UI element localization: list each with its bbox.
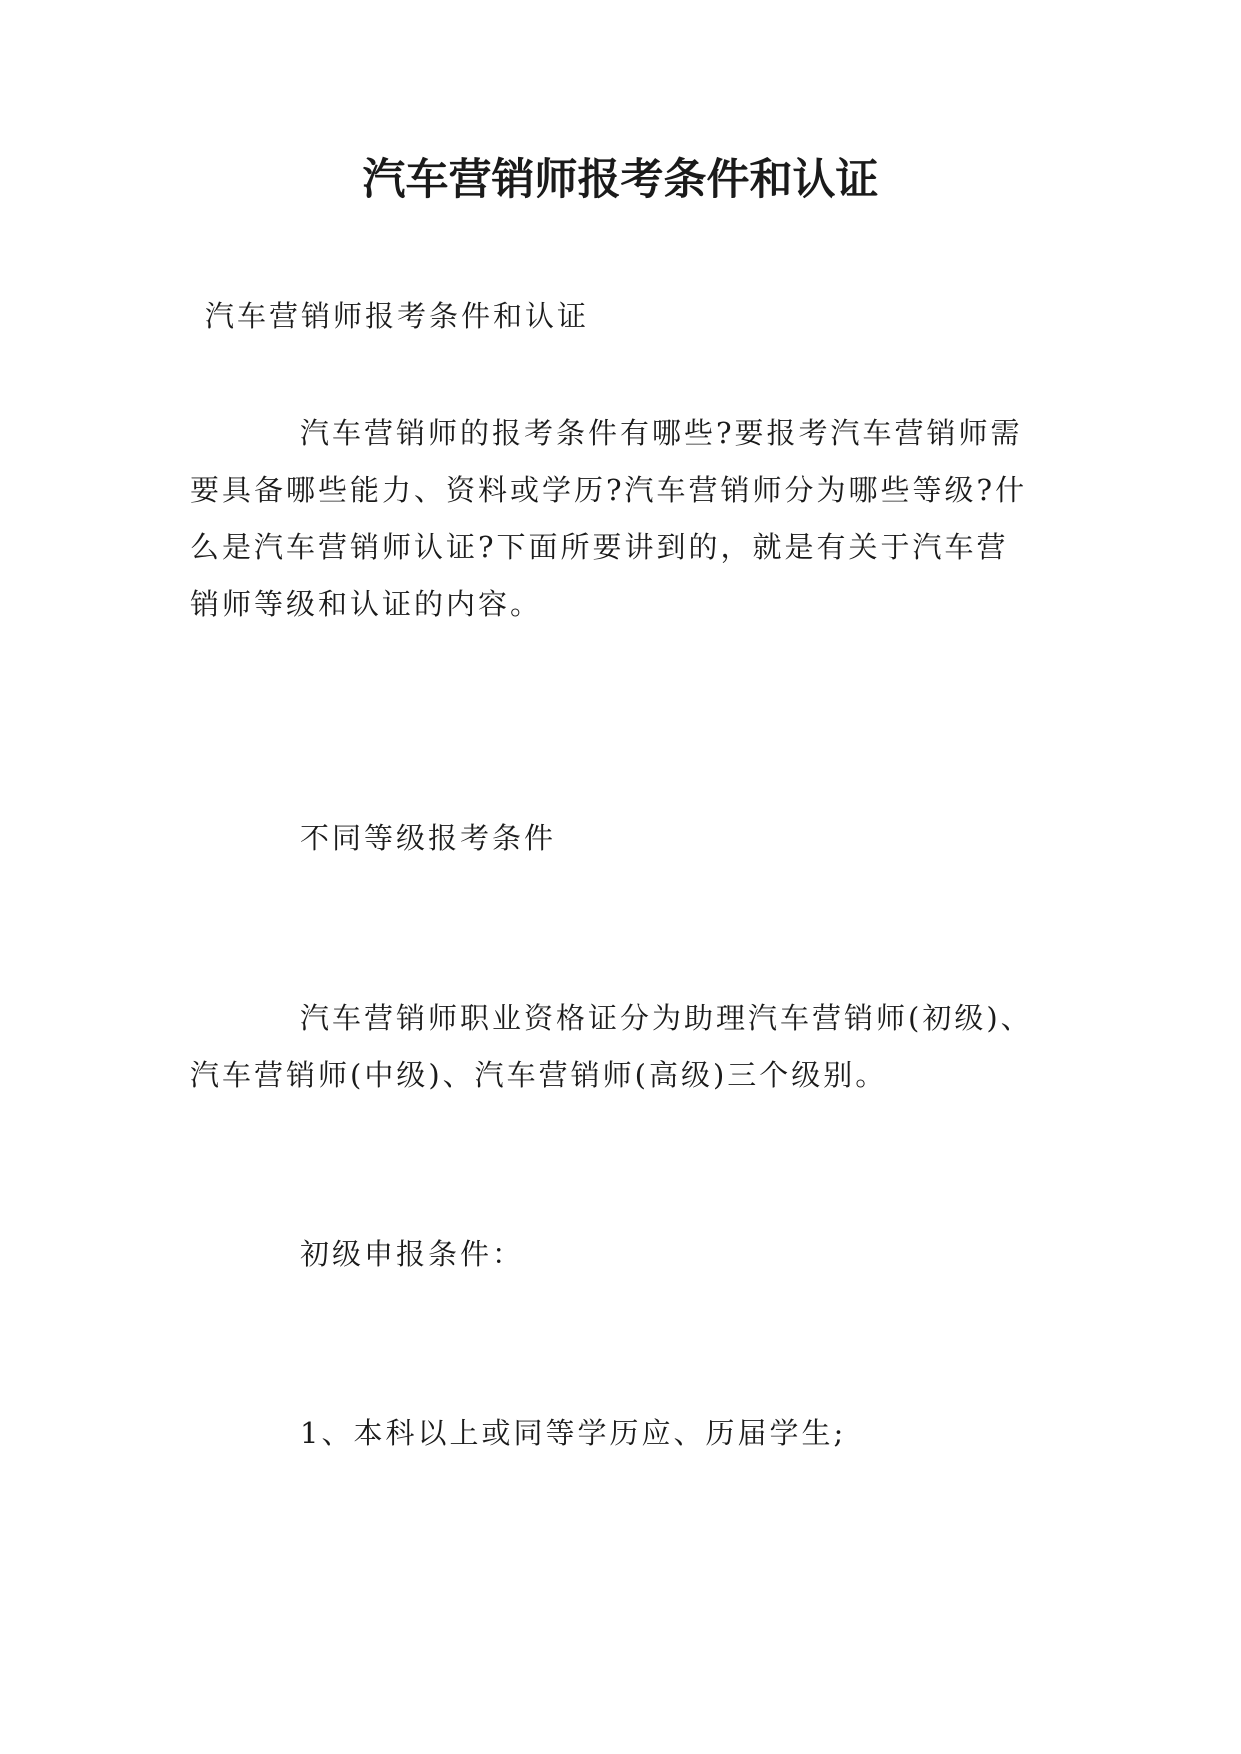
intro-line-4: 销师等级和认证的内容。 [190,587,543,621]
junior-item-1: 1、本科以上或同等学历应、历届学生; [300,1416,847,1450]
levels-line-2: 汽车营销师(中级)、汽车营销师(高级)三个级别。 [190,1058,888,1092]
intro-line-3: 么是汽车营销师认证?下面所要讲到的，就是有关于汽车营 [190,530,1009,564]
junior-heading: 初级申报条件： [300,1237,525,1271]
intro-line-2: 要具备哪些能力、资料或学历?汽车营销师分为哪些等级?什 [190,473,1028,507]
document-title: 汽车营销师报考条件和认证 [362,155,879,205]
intro-line-1: 汽车营销师的报考条件有哪些?要报考汽车营销师需 [300,416,1023,450]
levels-line-1: 汽车营销师职业资格证分为助理汽车营销师(初级)、 [300,1001,1033,1035]
section-heading: 不同等级报考条件 [300,821,557,855]
document-subtitle: 汽车营销师报考条件和认证 [205,299,590,333]
